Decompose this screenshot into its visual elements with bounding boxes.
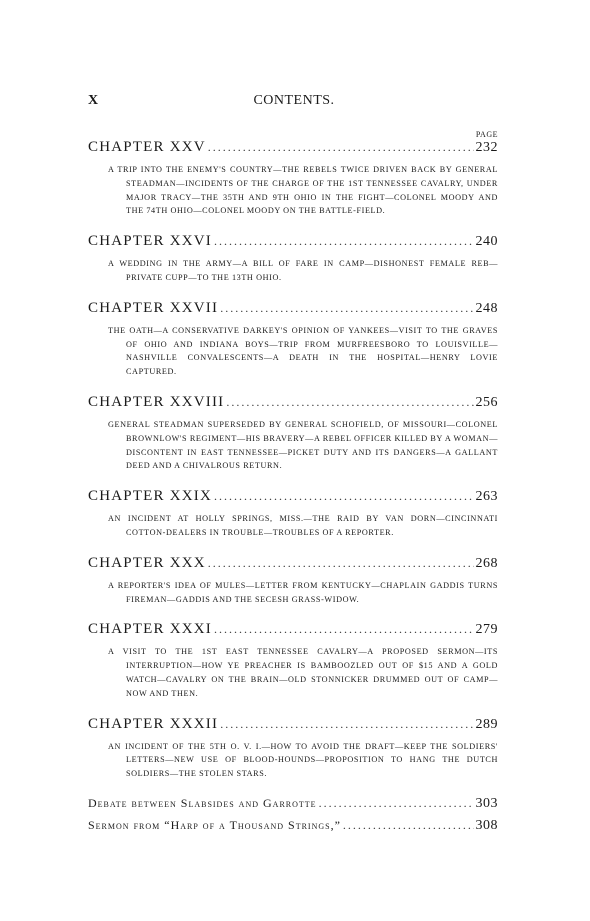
chapter-summary: AN INCIDENT OF THE 5TH O. V. I.—HOW TO AVOID THE DRAFT—KEEP THE SOLDIERS' LETTERS—NEW USE OF BLOOD-HOUNDS—PROPOSITION TO HANG THE DUTCH SOLDIERS—THE STOLEN STARS. (108, 741, 498, 779)
toc-entry (88, 300, 498, 379)
leader-dots (343, 818, 474, 833)
leader-dots (208, 140, 474, 155)
chapter-page: 240 (475, 234, 498, 250)
appendix-entries (88, 796, 498, 840)
page-title: CONTENTS. (253, 93, 335, 108)
chapter-page: 256 (475, 394, 498, 410)
chapter-summary: A REPORTER'S IDEA OF MULES—LETTER FROM KENTUCKY—CHAPLAIN GADDIS TURNS FIREMAN—GADDIS AND THE SECESH GRASS-WIDOW. (108, 580, 498, 604)
leader-dots (214, 622, 474, 637)
appendix-page: 303 (475, 795, 498, 811)
chapter-summary: THE OATH—A CONSERVATIVE DARKEY'S OPINION OF YANKEES—VISIT TO THE GRAVES OF OHIO AND INDIANA BOYS—TRIP FROM MURFREESBORO TO LOUISVILLE—NASHVILLE CONVALESCENTS—A DEATH IN THE HOSPITAL—HENRY LOVIE CAPTURED. (108, 325, 498, 377)
toc-entry (88, 621, 498, 700)
chapter-page: 289 (475, 716, 498, 732)
chapter-summary: A TRIP INTO THE ENEMY'S COUNTRY—THE REBELS TWICE DRIVEN BACK BY GENERAL STEADMAN—INCIDENTS OF THE CHARGE OF THE 1ST TENNESSEE CAVALRY, UNDER MAJOR TRACY—THE 35TH AND 9TH OHIO IN THE FIGHT—COLONEL MOODY AND THE 74TH OHIO—COLONEL MOODY ON THE BATTLE-FIELD. (108, 165, 498, 216)
chapter-line (88, 233, 498, 255)
toc-entry (88, 488, 498, 540)
chapter-title: CHAPTER XXVIII (88, 393, 225, 410)
chapter-title: CHAPTER XXV (88, 139, 206, 155)
appendix-entry (88, 796, 498, 818)
chapter-line (88, 555, 498, 577)
chapter-page: 279 (475, 622, 498, 638)
chapter-summary: AN INCIDENT AT HOLLY SPRINGS, MISS.—THE RAID BY VAN DORN—CINCINNATI COTTON-DEALERS IN TROUBLE—TROUBLES OF A REPORTER. (108, 514, 498, 537)
chapter-summary: GENERAL STEADMAN SUPERSEDED BY GENERAL SCHOFIELD, OF MISSOURI—COLONEL BROWNLOW'S REGIMENT—HIS BRAVERY—A REBEL OFFICER KILLED BY A WOMAN—DISCONTENT IN EAST TENNESSEE—PICKET DUTY AND ITS DANGERS—A GALLANT DEED AND A CHIVALROUS RETURN. (108, 419, 498, 471)
chapter-page: 232 (475, 140, 498, 155)
leader-dots (220, 717, 473, 732)
toc-entry (88, 139, 498, 218)
chapter-page: 263 (475, 489, 498, 505)
appendix-title: Sermon from “Harp of a Thousand Strings,” (88, 817, 341, 832)
chapter-title: CHAPTER XXVII (88, 299, 219, 316)
roman-page-number: X (88, 93, 99, 108)
leader-dots (226, 395, 473, 410)
page-column-label: PAGE (475, 130, 498, 139)
chapter-summary: A VISIT TO THE 1ST EAST TENNESSEE CAVALRY—A PROPOSED SERMON—ITS INTERRUPTION—HOW YE PREACHER IS BAMBOOZLED OUT OF $15 AND A GOLD WATCH—CAVALRY ON THE BRAIN—OLD STONNICKER DRUMMED OUT OF CAMP—NOW AND THEN. (108, 647, 498, 698)
chapter-title: CHAPTER XXIX (88, 488, 212, 505)
table-of-contents (88, 139, 498, 840)
leader-dots (214, 234, 474, 249)
leader-dots (214, 489, 474, 504)
chapter-title: CHAPTER XXXI (88, 621, 212, 638)
chapter-title: CHAPTER XXXII (88, 715, 219, 732)
chapter-line (88, 621, 498, 643)
chapter-title: CHAPTER XXVI (88, 233, 212, 250)
appendix-title: Debate between Slabsides and Garrotte (88, 795, 317, 810)
leader-dots (220, 301, 473, 316)
chapter-line (88, 300, 498, 322)
chapter-line (88, 488, 498, 510)
appendix-page: 308 (475, 817, 498, 833)
toc-entry (88, 555, 498, 607)
chapter-line (88, 716, 498, 738)
running-header (88, 93, 500, 113)
chapter-line (88, 394, 498, 416)
toc-entry (88, 394, 498, 473)
chapter-page: 268 (475, 555, 498, 571)
toc-entry (88, 716, 498, 781)
leader-dots (319, 796, 474, 811)
chapter-page: 248 (475, 300, 498, 316)
toc-entry (88, 233, 498, 285)
appendix-entry (88, 818, 498, 840)
leader-dots (208, 556, 474, 571)
chapter-title: CHAPTER XXX (88, 554, 206, 571)
chapter-summary: A WEDDING IN THE ARMY—A BILL OF FARE IN CAMP—DISHONEST FEMALE REB—PRIVATE CUPP—TO THE 13TH OHIO. (108, 259, 498, 282)
chapter-line (88, 139, 498, 161)
